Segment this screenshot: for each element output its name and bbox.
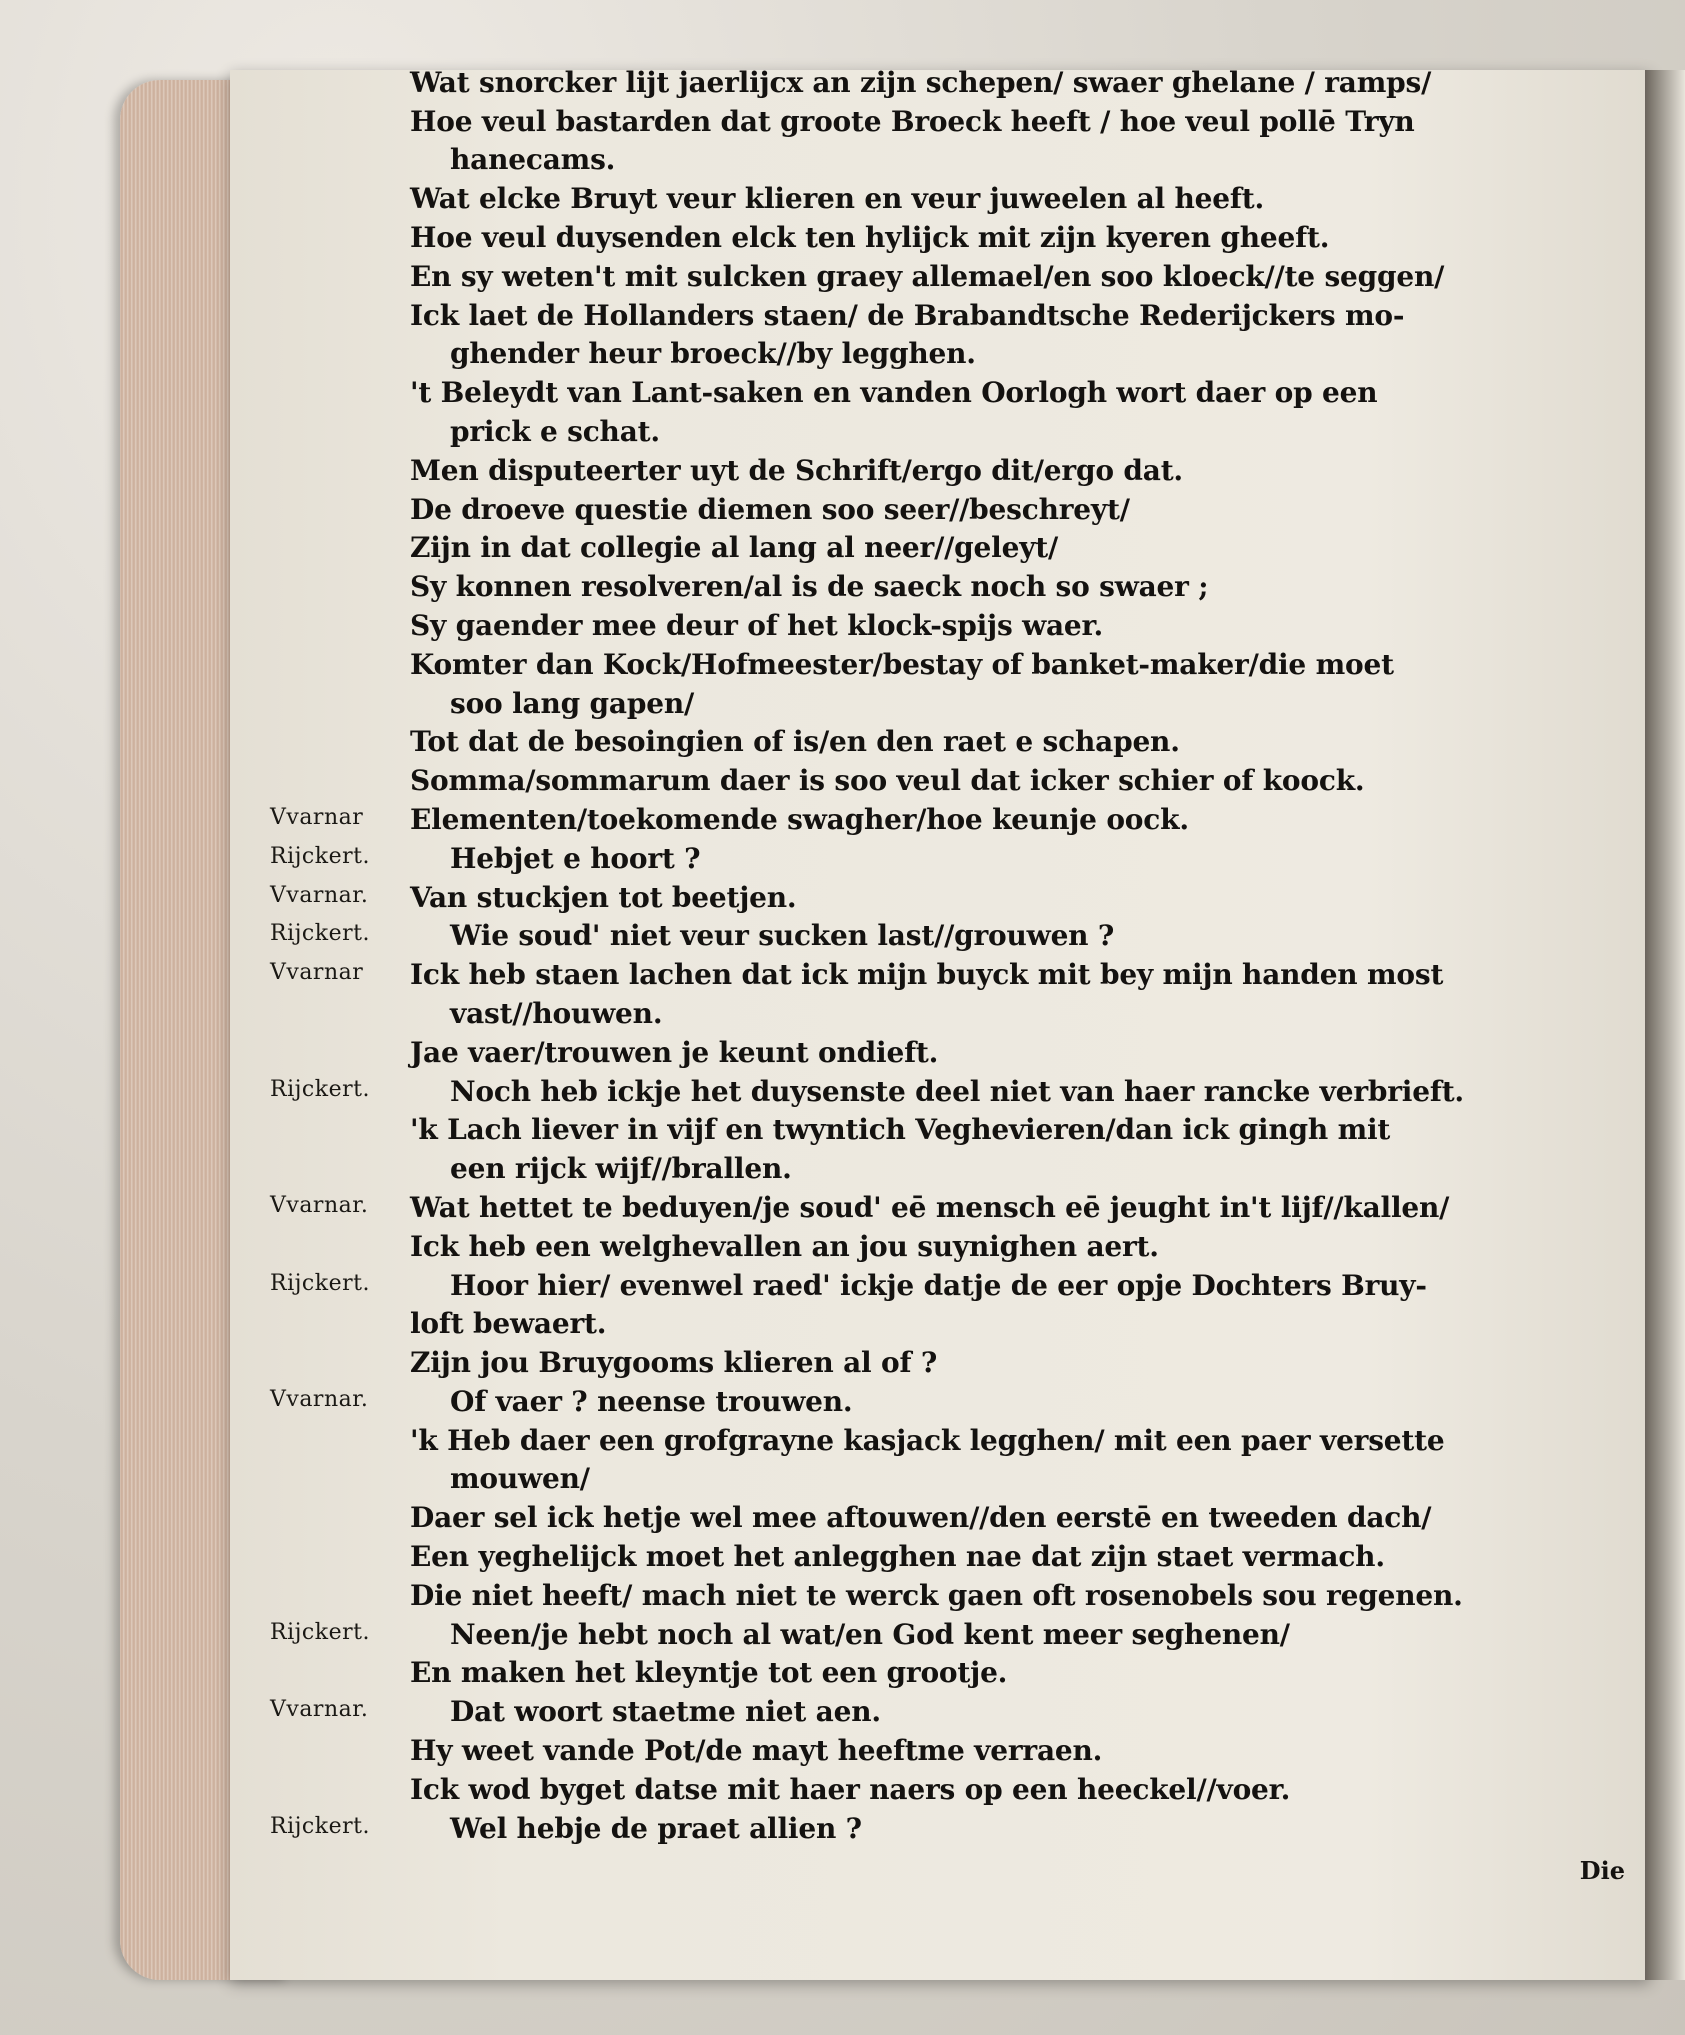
verse-line [410,60,1610,99]
verse-line [410,642,1610,681]
verse-line [410,1146,1610,1185]
verse-line [270,914,1610,953]
verse-line [410,1340,1610,1379]
verse-line [270,1379,1610,1418]
verse-line [410,758,1610,797]
verse-line [270,1263,1610,1302]
verse-text: een rijck wijf//brallen. [450,1152,792,1186]
verse-line [410,176,1610,215]
verse-text: 'k Lach liever in vijf en twyntich Veghevieren/dan ick gingh mit [410,1113,1391,1147]
verse-text: prick e schat. [450,414,660,448]
speaker-label: Vvarnar. [270,882,369,908]
verse-text: Sy konnen resolveren/al is de saeck noch so swaer ; [410,570,1209,604]
facing-page-edge [1645,70,1685,1980]
verse-text: En maken het kleyntje tot een grootje. [410,1656,1008,1690]
verse-line [270,836,1610,875]
verse-line [410,487,1610,526]
verse-text: soo lang gapen/ [450,686,695,720]
verse-line [410,1108,1610,1147]
verse-text: Een yeghelijck moet het anlegghen nae dat zijn staet vermach. [410,1540,1385,1574]
verse-line [410,1767,1610,1806]
verse-text: Wat hettet te beduyen/je soud' eē mensch eē jeught in't lijf//kallen/ [410,1190,1450,1224]
verse-text: hanecams. [450,143,616,177]
verse-text: Zijn jou Bruygooms klieren al of ? [410,1346,938,1380]
verse-line [410,370,1610,409]
verse-line [410,603,1610,642]
verse-text: vast//houwen. [450,996,663,1030]
speaker-label: Vvarnar [270,804,364,830]
verse-line [410,1534,1610,1573]
verse-line [270,1689,1610,1729]
verse-line [410,1457,1610,1496]
verse-text: 't Beleydt van Lant-saken en vanden Oorlogh wort daer op een [410,376,1378,410]
verse-line [410,720,1610,759]
verse-line [270,952,1610,992]
verse-line [270,1185,1610,1224]
verse-text: Dat woort staetme niet aen. [450,1695,881,1729]
verse-line [410,1302,1610,1341]
verse-text: Daer sel ick hetje wel mee aftouwen//den eerstē en tweeden dach/ [410,1501,1432,1535]
verse-line [410,1030,1610,1069]
verse-text: Wie soud' niet veur sucken last//grouwen ? [450,919,1115,953]
verse-text: Komter dan Kock/Hofmeester/bestay of banket-maker/die moet [410,647,1394,681]
verse-line [270,1612,1610,1651]
verse-line [270,1806,1610,1845]
speaker-label: Rijckert. [270,1270,370,1296]
verse-text: Hoor hier/ evenwel raed' ickje datje de eer opje Dochters Bruy- [450,1268,1427,1302]
verse-line [410,1495,1610,1534]
verse-text: Wel hebje de praet allien ? [450,1811,862,1845]
speaker-label: Rijckert. [270,843,370,869]
verse-line [410,681,1610,720]
verse-text: Ick wod byget datse mit haer naers op een heeckel//voer. [410,1772,1291,1806]
verse-line [410,293,1610,332]
verse-text-block [270,60,1610,1845]
verse-text: Jae vaer/trouwen je keunt ondieft. [410,1035,939,1069]
verse-line [270,875,1610,914]
verse-line [270,1069,1610,1108]
verse-line [410,332,1610,371]
verse-text: Somma/sommarum daer is soo veul dat icker schier of koock. [410,764,1365,798]
verse-text: Hoe veul bastarden dat groote Broeck heeft / hoe veul pollē Tryn [410,104,1415,138]
speaker-label: Rijckert. [270,921,370,947]
catchword: Die [1579,1856,1625,1885]
verse-text: Elementen/toekomende swagher/hoe keunje oock. [410,802,1189,836]
verse-text: Hoe veul duysenden elck ten hylijck mit zijn kyeren gheeft. [410,220,1330,254]
verse-line [410,215,1610,254]
verse-text: Van stuckjen tot beetjen. [410,880,797,914]
speaker-label: Rijckert. [270,1619,370,1645]
speaker-label: Vvarnar. [270,1192,369,1218]
speaker-label: Vvarnar. [270,1697,369,1723]
verse-text: Ick heb een welghevallen an jou suynighen aert. [410,1229,1159,1263]
verse-line [410,99,1610,138]
verse-text: mouwen/ [450,1462,590,1496]
verse-line [410,448,1610,487]
verse-line [410,1418,1610,1457]
verse-text: Ick laet de Hollanders staen/ de Brabandtsche Rederijckers mo- [410,298,1405,332]
verse-line [410,1728,1610,1767]
verse-text: Men disputeerter uyt de Schrift/ergo dit/ergo dat. [410,453,1183,487]
verse-text: Hy weet vande Pot/de mayt heeftme verraen. [410,1734,1103,1768]
verse-text: Hebjet e hoort ? [450,841,701,875]
verse-line [410,1224,1610,1263]
verse-text: En sy weten't mit sulcken graey allemael/en soo kloeck//te seggen/ [410,259,1445,293]
verse-text: Wat elcke Bruyt veur klieren en veur juweelen al heeft. [410,182,1265,216]
verse-line [410,138,1610,177]
speaker-label: Vvarnar. [270,1386,369,1412]
verse-text: Neen/je hebt noch al wat/en God kent meer seghenen/ [450,1617,1290,1651]
verse-line [410,564,1610,603]
verse-text: ghender heur broeck//by legghen. [450,337,976,371]
verse-text: De droeve questie diemen soo seer//beschreyt/ [410,492,1130,526]
verse-line [410,526,1610,565]
verse-line [410,409,1610,448]
verse-text: Wat snorcker lijt jaerlijcx an zijn schepen/ swaer ghelane / ramps/ [410,65,1432,99]
verse-line [410,991,1610,1030]
verse-text: Die niet heeft/ mach niet te werck gaen oft rosenobels sou regenen. [410,1578,1463,1612]
verse-line [410,1651,1610,1690]
speaker-label: Vvarnar [270,960,364,986]
verse-text: Ick heb staen lachen dat ick mijn buyck mit bey mijn handen most [410,958,1444,992]
verse-text: 'k Heb daer een grofgrayne kasjack legghen/ mit een paer versette [410,1423,1445,1457]
speaker-label: Rijckert. [270,1076,370,1102]
verse-line [410,1573,1610,1612]
verse-text: Sy gaender mee deur of het klock-spijs waer. [410,608,1104,642]
verse-text: loft bewaert. [410,1307,607,1341]
verse-line [410,254,1610,293]
verse-text: Tot dat de besoingien of is/en den raet e schapen. [410,725,1180,759]
verse-line [270,797,1610,836]
speaker-label: Rijckert. [270,1813,370,1839]
verse-text: Of vaer ? neense trouwen. [450,1384,853,1418]
verse-text: Noch heb ickje het duysenste deel niet van haer rancke verbrieft. [450,1074,1464,1108]
verse-text: Zijn in dat collegie al lang al neer//geleyt/ [410,531,1059,565]
